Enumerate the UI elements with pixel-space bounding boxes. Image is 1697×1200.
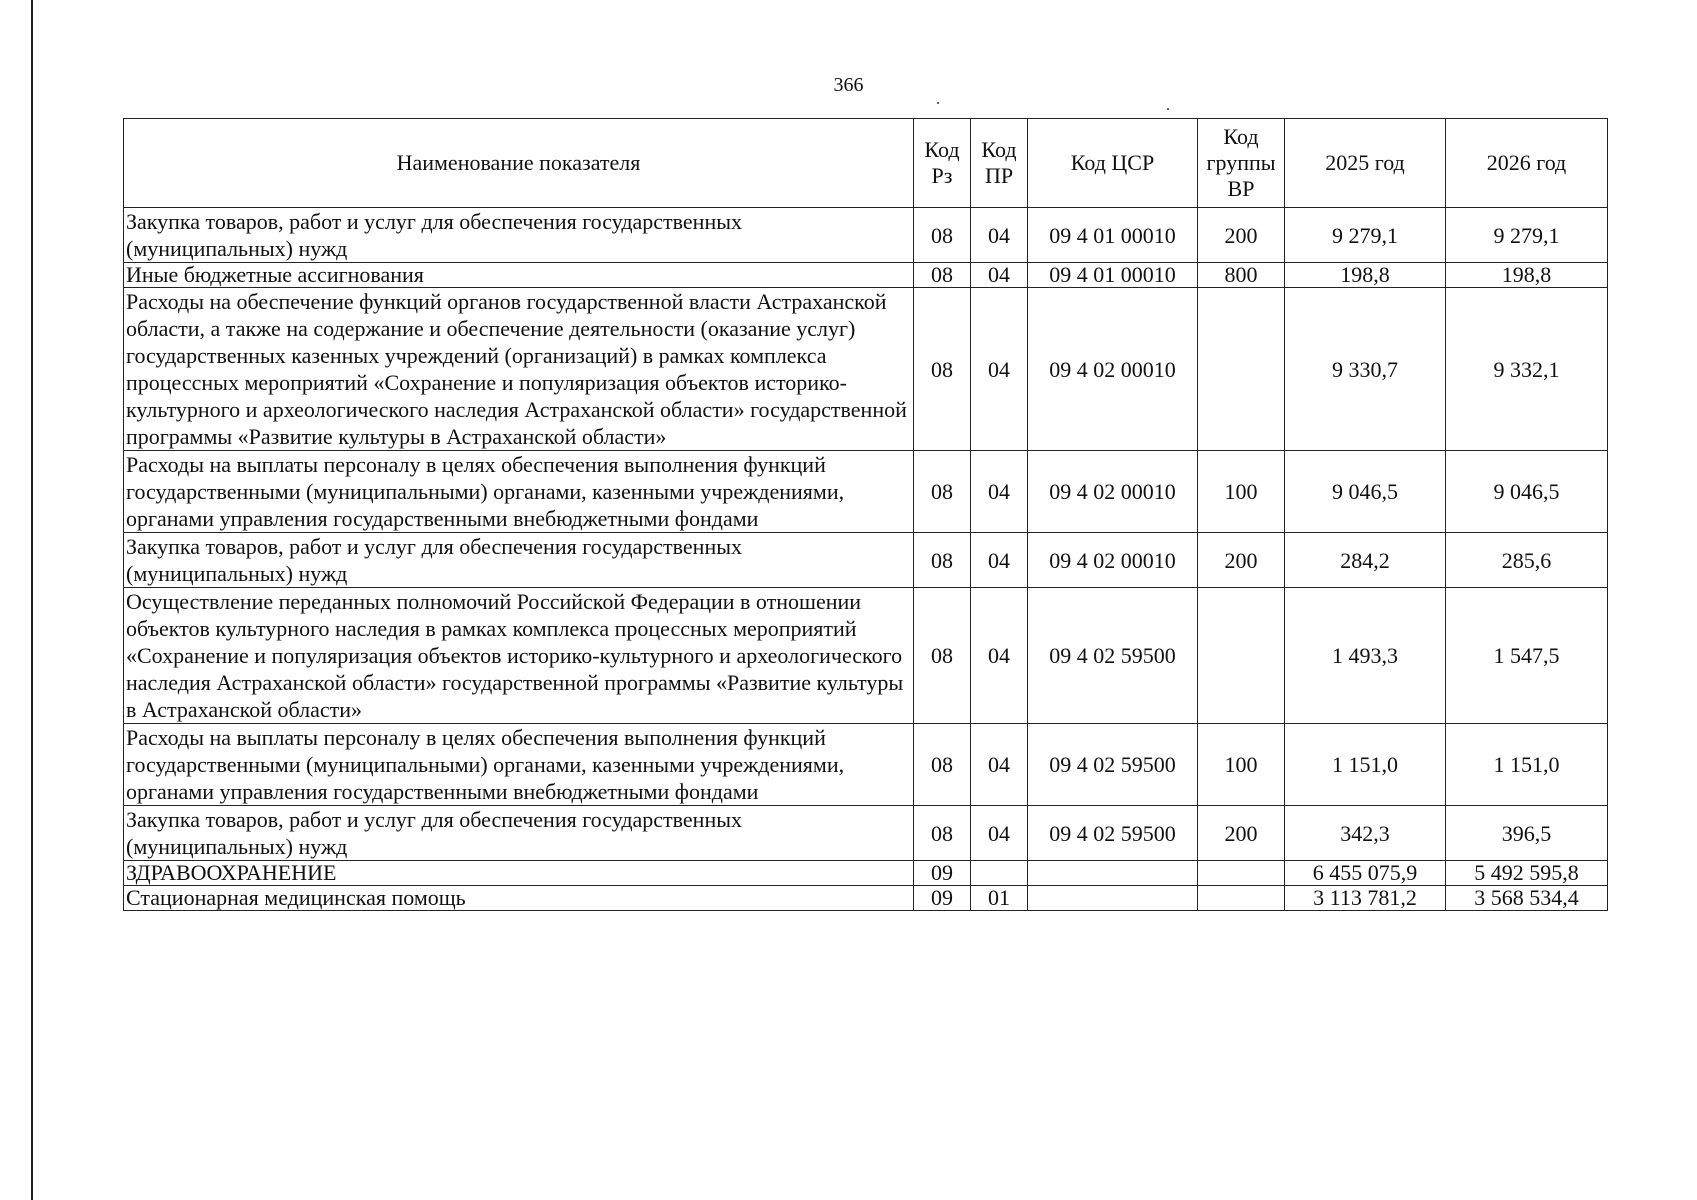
cell-rz: 08 xyxy=(914,288,971,451)
cell-y2025: 3 113 781,2 xyxy=(1285,886,1446,911)
cell-csr xyxy=(1028,886,1198,911)
cell-y2026: 9 279,1 xyxy=(1446,208,1608,263)
cell-y2025: 6 455 075,9 xyxy=(1285,861,1446,886)
cell-rz: 08 xyxy=(914,724,971,806)
cell-name: Иные бюджетные ассигнования xyxy=(124,263,914,288)
cell-rz: 08 xyxy=(914,208,971,263)
budget-table xyxy=(123,118,1608,911)
cell-rz: 08 xyxy=(914,533,971,588)
header-csr: Код ЦСР xyxy=(1028,119,1198,208)
cell-name: Расходы на обеспечение функций органов государственной власти Астраханской области, а также на содержание и обеспечение деятельности (оказание услуг) государственных казенных учреждений (организаций) в рамках комплекса процессных мероприятий «Сохранение и популяризация объектов историко-культурного и археологического наследия Астраханской области» государственной программы «Развитие культуры в Астраханской области» xyxy=(124,288,914,451)
cell-pr: 04 xyxy=(971,263,1028,288)
cell-y2025: 342,3 xyxy=(1285,806,1446,861)
cell-vr xyxy=(1198,588,1285,724)
cell-pr: 04 xyxy=(971,533,1028,588)
cell-rz: 08 xyxy=(914,806,971,861)
page-number: 366 xyxy=(833,74,864,96)
cell-pr: 01 xyxy=(971,886,1028,911)
scan-edge-line xyxy=(31,0,33,1200)
cell-pr: 04 xyxy=(971,724,1028,806)
table-row xyxy=(124,886,1608,911)
table-row xyxy=(124,588,1608,724)
cell-csr: 09 4 02 00010 xyxy=(1028,451,1198,533)
cell-vr: 200 xyxy=(1198,533,1285,588)
cell-vr xyxy=(1198,861,1285,886)
cell-vr: 100 xyxy=(1198,724,1285,806)
cell-vr: 100 xyxy=(1198,451,1285,533)
cell-y2026: 198,8 xyxy=(1446,263,1608,288)
cell-y2026: 285,6 xyxy=(1446,533,1608,588)
cell-rz: 08 xyxy=(914,588,971,724)
cell-pr: 04 xyxy=(971,806,1028,861)
cell-csr: 09 4 02 00010 xyxy=(1028,288,1198,451)
cell-y2026: 1 547,5 xyxy=(1446,588,1608,724)
cell-y2025: 9 279,1 xyxy=(1285,208,1446,263)
header-name: Наименование показателя xyxy=(124,119,914,208)
cell-csr: 09 4 02 59500 xyxy=(1028,806,1198,861)
cell-rz: 09 xyxy=(914,886,971,911)
table-row xyxy=(124,533,1608,588)
cell-pr: 04 xyxy=(971,288,1028,451)
cell-y2026: 9 332,1 xyxy=(1446,288,1608,451)
cell-pr: 04 xyxy=(971,588,1028,724)
cell-pr xyxy=(971,861,1028,886)
scan-speck xyxy=(937,102,939,104)
cell-name: Расходы на выплаты персоналу в целях обеспечения выполнения функций государственными (муниципальными) органами, казенными учреждениями, органами управления государственными внебюджетными фондами xyxy=(124,451,914,533)
header-vr: Код группы ВР xyxy=(1198,119,1285,208)
cell-vr: 200 xyxy=(1198,806,1285,861)
header-rz: Код Рз xyxy=(914,119,971,208)
table-row xyxy=(124,208,1608,263)
table-row xyxy=(124,724,1608,806)
scan-speck xyxy=(1167,108,1169,110)
header-2026: 2026 год xyxy=(1446,119,1608,208)
cell-name: Закупка товаров, работ и услуг для обеспечения государственных (муниципальных) нужд xyxy=(124,806,914,861)
table-row xyxy=(124,861,1608,886)
cell-rz: 08 xyxy=(914,263,971,288)
cell-csr xyxy=(1028,861,1198,886)
cell-y2025: 9 330,7 xyxy=(1285,288,1446,451)
table-row xyxy=(124,263,1608,288)
cell-vr: 800 xyxy=(1198,263,1285,288)
cell-vr xyxy=(1198,886,1285,911)
cell-name: Закупка товаров, работ и услуг для обеспечения государственных (муниципальных) нужд xyxy=(124,208,914,263)
cell-y2025: 198,8 xyxy=(1285,263,1446,288)
cell-name: Стационарная медицинская помощь xyxy=(124,886,914,911)
table-row xyxy=(124,288,1608,451)
cell-name: Закупка товаров, работ и услуг для обеспечения государственных (муниципальных) нужд xyxy=(124,533,914,588)
cell-csr: 09 4 02 00010 xyxy=(1028,533,1198,588)
cell-csr: 09 4 01 00010 xyxy=(1028,263,1198,288)
cell-pr: 04 xyxy=(971,451,1028,533)
cell-y2026: 3 568 534,4 xyxy=(1446,886,1608,911)
cell-vr: 200 xyxy=(1198,208,1285,263)
cell-y2026: 5 492 595,8 xyxy=(1446,861,1608,886)
cell-csr: 09 4 01 00010 xyxy=(1028,208,1198,263)
cell-rz: 09 xyxy=(914,861,971,886)
table-row xyxy=(124,806,1608,861)
cell-name: Расходы на выплаты персоналу в целях обеспечения выполнения функций государственными (муниципальными) органами, казенными учреждениями, органами управления государственными внебюджетными фондами xyxy=(124,724,914,806)
cell-y2026: 1 151,0 xyxy=(1446,724,1608,806)
cell-name: ЗДРАВООХРАНЕНИЕ xyxy=(124,861,914,886)
cell-csr: 09 4 02 59500 xyxy=(1028,588,1198,724)
cell-y2025: 1 151,0 xyxy=(1285,724,1446,806)
header-2025: 2025 год xyxy=(1285,119,1446,208)
cell-csr: 09 4 02 59500 xyxy=(1028,724,1198,806)
cell-pr: 04 xyxy=(971,208,1028,263)
cell-y2025: 1 493,3 xyxy=(1285,588,1446,724)
table-row xyxy=(124,451,1608,533)
cell-vr xyxy=(1198,288,1285,451)
cell-y2026: 396,5 xyxy=(1446,806,1608,861)
table-header-row xyxy=(124,119,1608,208)
cell-y2025: 9 046,5 xyxy=(1285,451,1446,533)
cell-rz: 08 xyxy=(914,451,971,533)
cell-name: Осуществление переданных полномочий Российской Федерации в отношении объектов культурного наследия в рамках комплекса процессных мероприятий «Сохранение и популяризация объектов историко-культурного и археологического наследия Астраханской области» государственной программы «Развитие культуры в Астраханской области» xyxy=(124,588,914,724)
cell-y2025: 284,2 xyxy=(1285,533,1446,588)
header-pr: Код ПР xyxy=(971,119,1028,208)
cell-y2026: 9 046,5 xyxy=(1446,451,1608,533)
